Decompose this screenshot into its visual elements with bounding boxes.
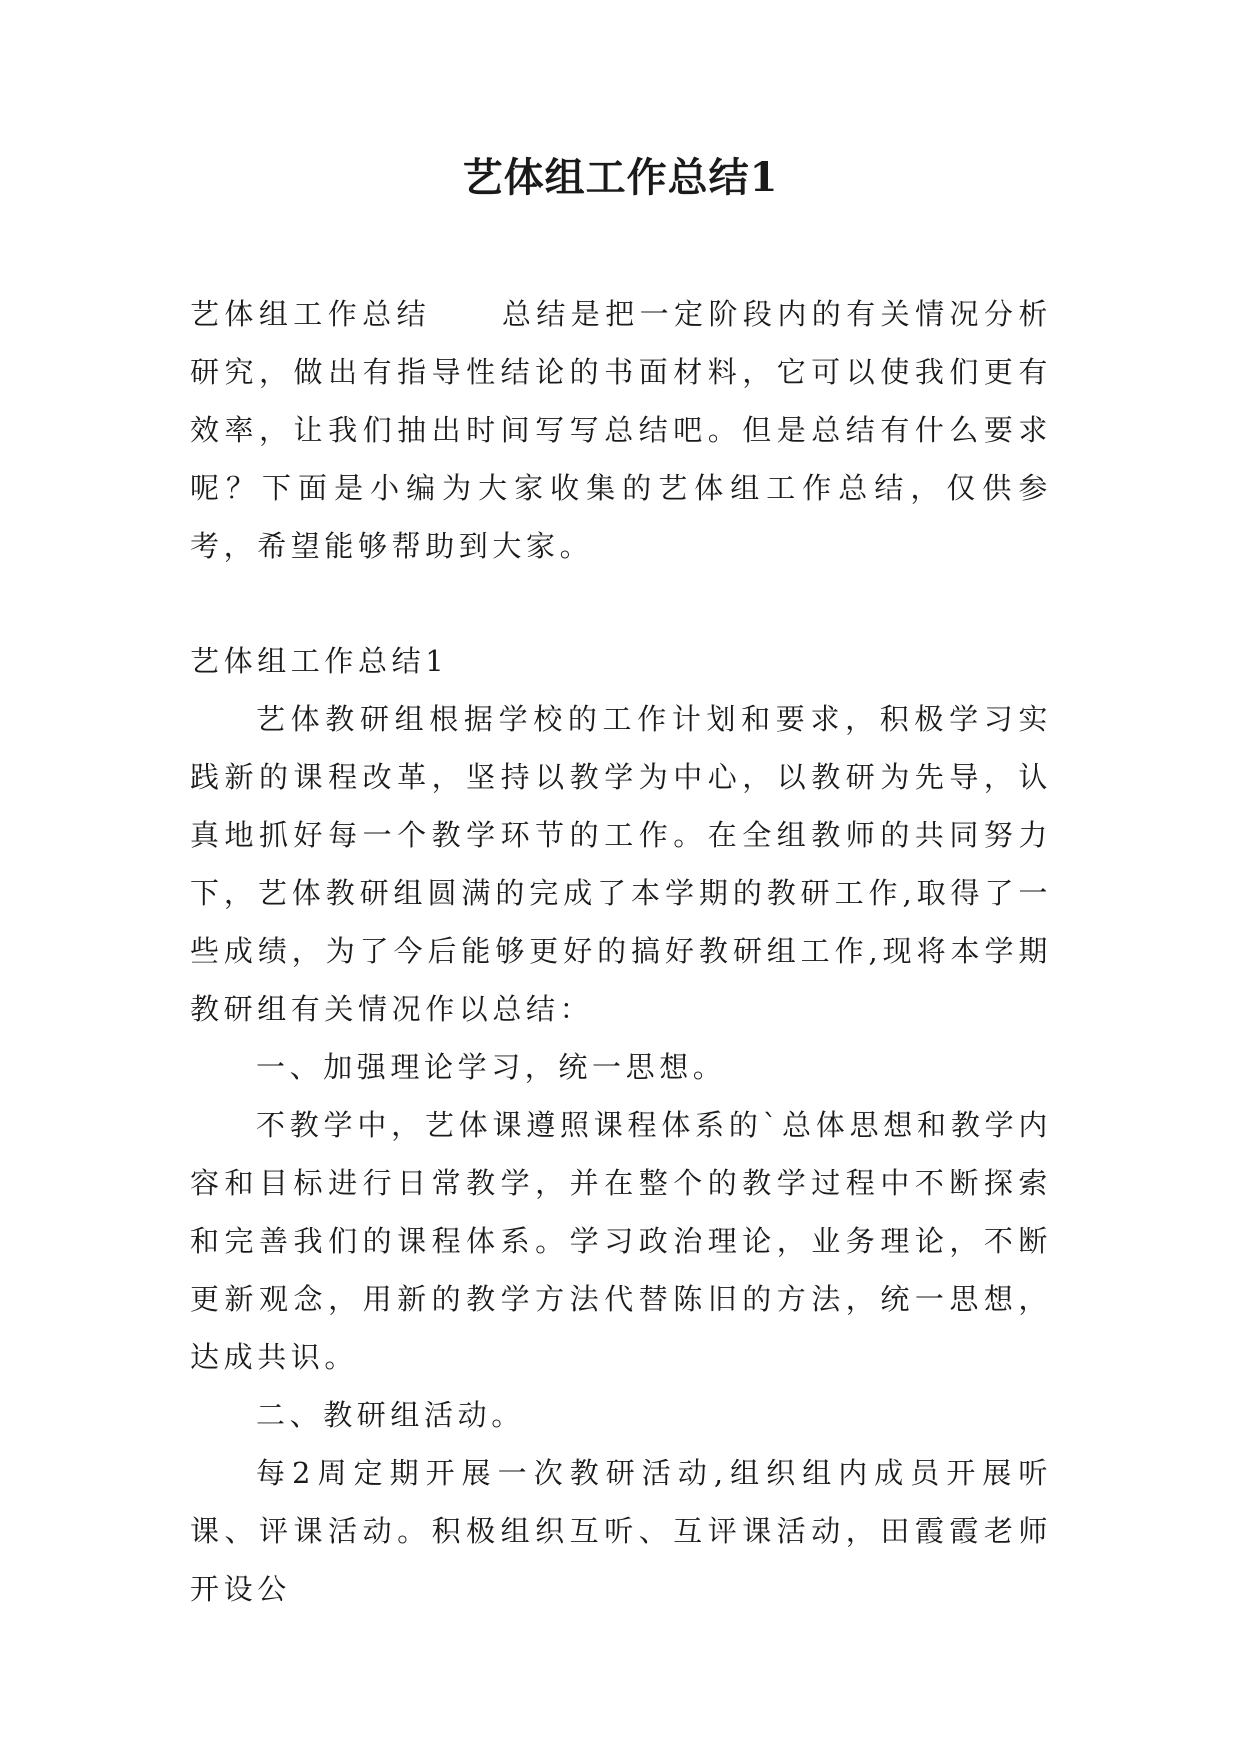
intro-text: 总结是把一定阶段内的有关情况分析研究，做出有指导性结论的书面材料，它可以使我们更有效率，让我们抽出时间写写总结吧。但是总结有什么要求呢？下面是小编为大家收集的艺体组工作总结，仅供参考，希望能够帮助到大家。 bbox=[190, 297, 1052, 563]
document-title: 艺体组工作总结1 bbox=[462, 154, 779, 201]
subheading-theory-study: 一、加强理论学习，统一思想。 bbox=[256, 1050, 727, 1084]
body-paragraph: 不教学中，艺体课遵照课程体系的`总体思想和教学内容和目标进行日常教学，并在整个的教学过程中不断探索和完善我们的课程体系。学习政治理论，业务理论，不断更新观念，用新的教学方法代替陈旧的方法，统一思想，达成共识。 bbox=[190, 1108, 1052, 1374]
intro-label: 艺体组工作总结 bbox=[190, 297, 432, 331]
body-paragraph: 艺体教研组根据学校的工作计划和要求，积极学习实践新的课程改革，坚持以教学为中心，以教研为先导，认真地抓好每一个教学环节的工作。在全组教师的共同努力下，艺体教研组圆满的完成了本学期的教研工作,取得了一些成绩，为了今后能够更好的搞好教研组工作,现将本学期教研组有关情况作以总结： bbox=[190, 702, 1052, 1026]
body-paragraph: 每2周定期开展一次教研活动,组织组内成员开展听课、评课活动。积极组织互听、互评课活动，田霞霞老师开设公 bbox=[190, 1456, 1052, 1606]
intro-paragraph bbox=[190, 285, 1052, 575]
section-heading: 艺体组工作总结1 bbox=[190, 644, 449, 678]
subheading-research-activities: 二、教研组活动。 bbox=[256, 1398, 525, 1432]
